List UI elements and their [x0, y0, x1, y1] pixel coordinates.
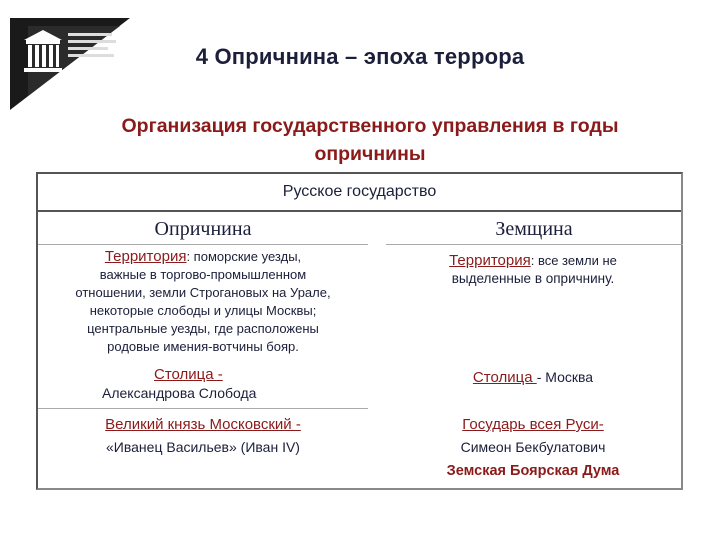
left-divider	[38, 244, 368, 245]
zemskaya-duma: Земская Боярская Дума	[446, 463, 620, 479]
zemshchina-capital	[398, 368, 668, 387]
right-divider	[386, 244, 683, 245]
ruler-label-right: Государь всея Руси-	[462, 416, 604, 433]
territory-label-right: Территория	[449, 252, 531, 269]
territory-line-2: отношении, земли Строгановых на Урале,	[75, 285, 331, 300]
comparison-table	[36, 172, 683, 490]
territory-tail-right: : все земли не	[530, 253, 617, 268]
slide-title: 4 Опричнина – эпоха террора	[195, 44, 525, 69]
oprichnina-heading: Опричнина	[154, 218, 252, 240]
zemshchina-heading: Земщина	[495, 218, 573, 240]
oprichnina-capital	[44, 366, 362, 402]
table-header: Русское государство	[38, 174, 681, 212]
subtitle-line-2: опричнины	[314, 143, 426, 165]
capital-value: Александрова Слобода	[102, 385, 257, 401]
slide-subtitle	[40, 112, 700, 168]
ruler-label: Великий князь Московский -	[105, 416, 301, 433]
oprichnina-ruler	[44, 416, 362, 456]
zemshchina-ruler	[398, 416, 668, 480]
territory-label: Территория	[104, 248, 187, 265]
territory-line-right: выделенные в опричнину.	[451, 271, 615, 286]
ruler-value: «Иванец Васильев» (Иван IV)	[106, 439, 300, 455]
subtitle-line-1: Организация государственного управления в годы	[121, 115, 619, 137]
left-divider-2	[38, 408, 368, 409]
capital-value-right: - Москва	[536, 369, 594, 385]
territory-line-3: некоторые слободы и улицы Москвы;	[89, 303, 317, 318]
territory-line-5: родовые имения-вотчины бояр.	[107, 339, 299, 354]
zemshchina-territory	[398, 252, 668, 288]
territory-line-1: важные в торгово-промышленном	[99, 267, 307, 282]
territory-tail: : поморские уезды,	[186, 249, 302, 264]
territory-line-4: центральные уезды, где расположены	[87, 321, 319, 336]
capital-label-right: Столица	[472, 369, 537, 386]
oprichnina-territory	[44, 248, 362, 356]
ruler-value-right: Симеон Бекбулатович	[460, 439, 606, 455]
capital-label: Столица -	[154, 366, 223, 383]
